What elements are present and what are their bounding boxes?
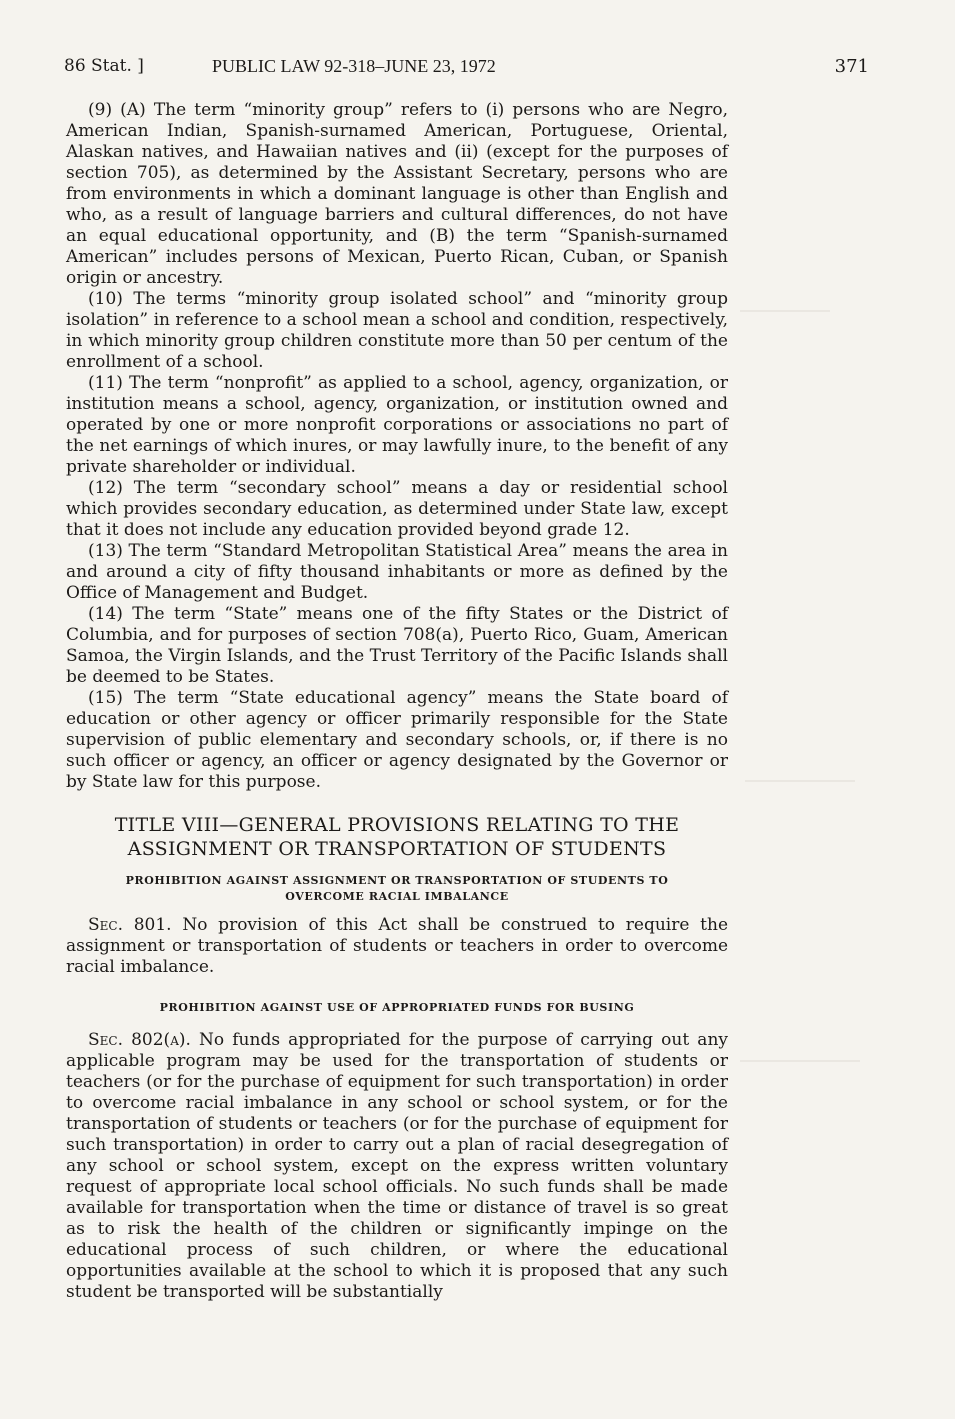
definition-14: (14) The term “State” means one of the fifty States or the District of Columbia, and for purposes of section 708(a), Puerto Rico, Guam, American Samoa, the Virgin Islands, and the Trust Territory of the Pacific Islands shall be deemed to be States. <box>66 604 728 687</box>
bleed-through-mark <box>740 310 830 312</box>
definition-15: (15) The term “State educational agency” means the State board of education or other agency or officer primarily responsible for the State supervision of public elementary and secondary schools, or, if there is no such officer or agency, an officer or agency designated by the Governor or by State law for this purpose. <box>66 688 728 792</box>
body-text <box>66 100 728 1303</box>
section-801-heading-line-1: PROHIBITION AGAINST ASSIGNMENT OR TRANSPORTATION OF STUDENTS TO <box>125 874 669 887</box>
definition-12: (12) The term “secondary school” means a day or residential school which provides secondary education, as determined under State law, except that it does not include any education provided beyond grade 12. <box>66 478 728 540</box>
section-802-text <box>66 1030 728 1303</box>
section-801-text <box>66 915 728 978</box>
section-802-label: Sec. 802(a). <box>88 1030 191 1050</box>
definition-11: (11) The term “nonprofit” as applied to a school, agency, organization, or institution means a school, agency, organization, or institution owned and operated by one or more nonprofit corporations or associations no part of the net earnings of which inures, or may lawfully inure, to the benefit of any private shareholder or individual. <box>66 373 728 477</box>
definition-10: (10) The terms “minority group isolated school” and “minority group isolation” in reference to a school mean a school and condition, respectively, in which minority group children constitute more than 50 per centum of the enrollment of a school. <box>66 289 728 372</box>
bleed-through-mark <box>745 780 855 782</box>
title-viii-heading <box>66 813 728 861</box>
definition-9: (9) (A) The term “minority group” refers to (i) persons who are Negro, American Indian, Spanish-surnamed American, Portuguese, Oriental, Alaskan natives, and Hawaiian natives and (ii) (except for the purposes of section 705), as determined by the Assistant Secretary, persons who are from environments in which a dominant language is other than English and who, as a result of language barriers and cultural differences, do not have an equal educational opportunity, and (B) the term “Spanish-surnamed American” includes persons of Mexican, Puerto Rican, Cuban, or Spanish origin or ancestry. <box>66 100 728 288</box>
page-header <box>64 56 869 82</box>
section-802-body: No funds appropriated for the purpose of carrying out any applicable program may be used for the transportation of students or teachers (or for the purchase of equipment for such transportation) in order to overcome racial imbalance in any school or school system, or for the transportation of students or teachers (or for the purchase of equipment for such transportation) in order to carry out a plan of racial desegregation of any school or school system, except on the express written voluntary request of appropriate local school officials. No such funds shall be made available for transportation when the time or distance of travel is so great as to risk the health of the children or significantly impinge on the educational process of such children, or where the educational opportunities available at the school to which it is proposed that any such student be transported will be substantially <box>66 1030 728 1302</box>
statute-reference: 86 Stat. ] <box>64 56 144 76</box>
bleed-through-mark <box>740 1060 860 1062</box>
title-line-2: ASSIGNMENT OR TRANSPORTATION OF STUDENTS <box>127 838 667 860</box>
page-number: 371 <box>834 56 869 77</box>
section-801-body: No provision of this Act shall be construed to require the assignment or transportation of students or teachers in order to overcome racial imbalance. <box>66 915 729 977</box>
law-title: PUBLIC LAW 92-318–JUNE 23, 1972 <box>212 56 496 76</box>
section-802-heading: PROHIBITION AGAINST USE OF APPROPRIATED FUNDS FOR BUSING <box>159 1001 635 1014</box>
definition-13: (13) The term “Standard Metropolitan Statistical Area” means the area in and around a city of fifty thousand inhabitants or more as defined by the Office of Management and Budget. <box>66 541 728 603</box>
section-801-heading <box>66 873 728 905</box>
section-801-label: Sec. 801. <box>88 915 172 935</box>
section-801-heading-line-2: OVERCOME RACIAL IMBALANCE <box>285 890 509 903</box>
title-line-1: TITLE VIII—GENERAL PROVISIONS RELATING TO THE <box>114 814 680 836</box>
